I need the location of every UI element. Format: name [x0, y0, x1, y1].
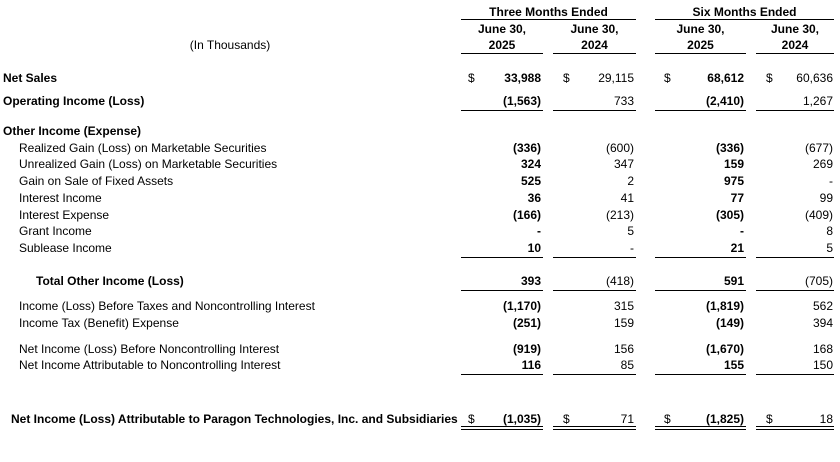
underline [756, 257, 834, 258]
row-value: 5 [826, 241, 833, 255]
row-value: 1,267 [802, 94, 833, 108]
underline [655, 374, 746, 375]
row-value: 99 [819, 191, 833, 205]
underline [461, 19, 636, 20]
units-label: (In Thousands) [189, 38, 271, 52]
currency-symbol: $ [468, 71, 475, 85]
underline [461, 290, 543, 291]
row-value: (677) [804, 141, 833, 155]
row-label: Interest Income [19, 191, 102, 205]
row-value: (600) [605, 141, 634, 155]
currency-symbol: $ [468, 412, 475, 426]
row-value: 393 [520, 274, 541, 288]
row-value: 33,988 [504, 71, 541, 85]
row-value: 85 [620, 358, 634, 372]
row-value: 168 [812, 342, 833, 356]
row-label: Other Income (Expense) [3, 124, 142, 138]
currency-symbol: $ [563, 412, 570, 426]
row-label: Interest Expense [19, 208, 110, 222]
row-value: - [630, 241, 634, 255]
underline [553, 257, 636, 258]
row-value: 150 [812, 358, 833, 372]
row-value: (1,819) [705, 299, 744, 313]
double-underline [756, 426, 834, 430]
row-value: (1,825) [705, 412, 744, 426]
currency-symbol: $ [563, 71, 570, 85]
underline [756, 110, 834, 111]
column-header-year: 2025 [687, 38, 714, 52]
column-header-year: 2024 [781, 38, 809, 52]
row-value: (418) [605, 274, 634, 288]
underline [655, 110, 746, 111]
row-value: 269 [812, 157, 833, 171]
row-value: 591 [723, 274, 744, 288]
row-value: (336) [512, 141, 541, 155]
row-label: Operating Income (Loss) [3, 94, 145, 108]
row-value: 60,636 [796, 71, 833, 85]
row-value: 77 [730, 191, 744, 205]
column-header-date: June 30, [770, 22, 820, 36]
underline [461, 257, 543, 258]
row-value: 71 [620, 412, 634, 426]
row-value: 5 [627, 224, 634, 238]
double-underline [553, 426, 636, 430]
row-value: 347 [613, 157, 634, 171]
row-value: 18 [819, 412, 833, 426]
row-value: 525 [520, 174, 541, 188]
row-value: - [829, 174, 833, 188]
row-value: 156 [613, 342, 634, 356]
row-value: 733 [613, 94, 634, 108]
underline [756, 53, 834, 54]
currency-symbol: $ [664, 71, 671, 85]
row-label: Realized Gain (Loss) on Marketable Securities [19, 141, 267, 155]
row-value: (1,170) [502, 299, 541, 313]
currency-symbol: $ [766, 412, 773, 426]
row-value: 159 [723, 157, 744, 171]
row-label: Net Income Attributable to Noncontrolling Interest [19, 358, 281, 372]
currency-symbol: $ [664, 412, 671, 426]
row-value: 159 [613, 316, 634, 330]
row-value: - [537, 224, 541, 238]
column-header-year: 2024 [581, 38, 608, 52]
underline [461, 374, 543, 375]
underline [553, 110, 636, 111]
underline [553, 290, 636, 291]
underline [655, 19, 834, 20]
underline [655, 257, 746, 258]
row-value: 36 [527, 191, 541, 205]
row-label: Gain on Sale of Fixed Assets [19, 174, 174, 188]
row-value: (1,563) [502, 94, 541, 108]
row-value: 315 [613, 299, 634, 313]
underline [553, 53, 636, 54]
column-header-date: June 30, [477, 22, 527, 36]
row-value: (149) [715, 316, 744, 330]
row-label: Income Tax (Benefit) Expense [19, 316, 179, 330]
row-label: Grant Income [19, 224, 92, 238]
row-label: Net Income (Loss) Before Noncontrolling Interest [19, 342, 280, 356]
row-label: Income (Loss) Before Taxes and Noncontrolling Interest [19, 299, 315, 313]
row-value: (409) [804, 208, 833, 222]
row-value: 116 [521, 358, 541, 372]
row-value: (213) [605, 208, 634, 222]
row-label: Sublease Income [19, 241, 112, 255]
underline [461, 110, 543, 111]
group-header-three-months: Three Months Ended [489, 5, 608, 19]
group-header-six-months: Six Months Ended [692, 5, 797, 19]
row-label: Unrealized Gain (Loss) on Marketable Securities [19, 157, 278, 171]
row-value: 8 [826, 224, 833, 238]
underline [655, 53, 746, 54]
underline [756, 290, 834, 291]
column-header-date: June 30, [676, 22, 725, 36]
row-value: 975 [723, 174, 744, 188]
row-value: (251) [512, 316, 541, 330]
row-value: 68,612 [707, 71, 744, 85]
currency-symbol: $ [766, 71, 773, 85]
row-value: (1,670) [705, 342, 744, 356]
row-value: (919) [512, 342, 541, 356]
row-value: 324 [520, 157, 541, 171]
row-value: 10 [527, 241, 541, 255]
underline [756, 374, 834, 375]
row-value: 41 [620, 191, 634, 205]
row-value: - [740, 224, 744, 238]
double-underline [655, 426, 746, 430]
row-value: (1,035) [502, 412, 541, 426]
row-value: 21 [730, 241, 744, 255]
row-value: (166) [512, 208, 541, 222]
row-label: Net Income (Loss) Attributable to Paragon Technologies, Inc. and Subsidiaries [11, 412, 458, 426]
row-value: 155 [723, 358, 744, 372]
row-value: 562 [812, 299, 833, 313]
row-label: Total Other Income (Loss) [36, 274, 184, 288]
row-value: 394 [812, 316, 833, 330]
row-value: 2 [627, 174, 634, 188]
column-header-date: June 30, [570, 22, 619, 36]
underline [461, 53, 543, 54]
underline [553, 374, 636, 375]
double-underline [461, 426, 543, 430]
row-label: Net Sales [3, 71, 58, 85]
row-value: (705) [804, 274, 833, 288]
row-value: (2,410) [705, 94, 744, 108]
row-value: (305) [715, 208, 744, 222]
row-value: (336) [715, 141, 744, 155]
column-header-year: 2025 [488, 38, 516, 52]
row-value: 29,115 [598, 71, 634, 85]
underline [655, 290, 746, 291]
